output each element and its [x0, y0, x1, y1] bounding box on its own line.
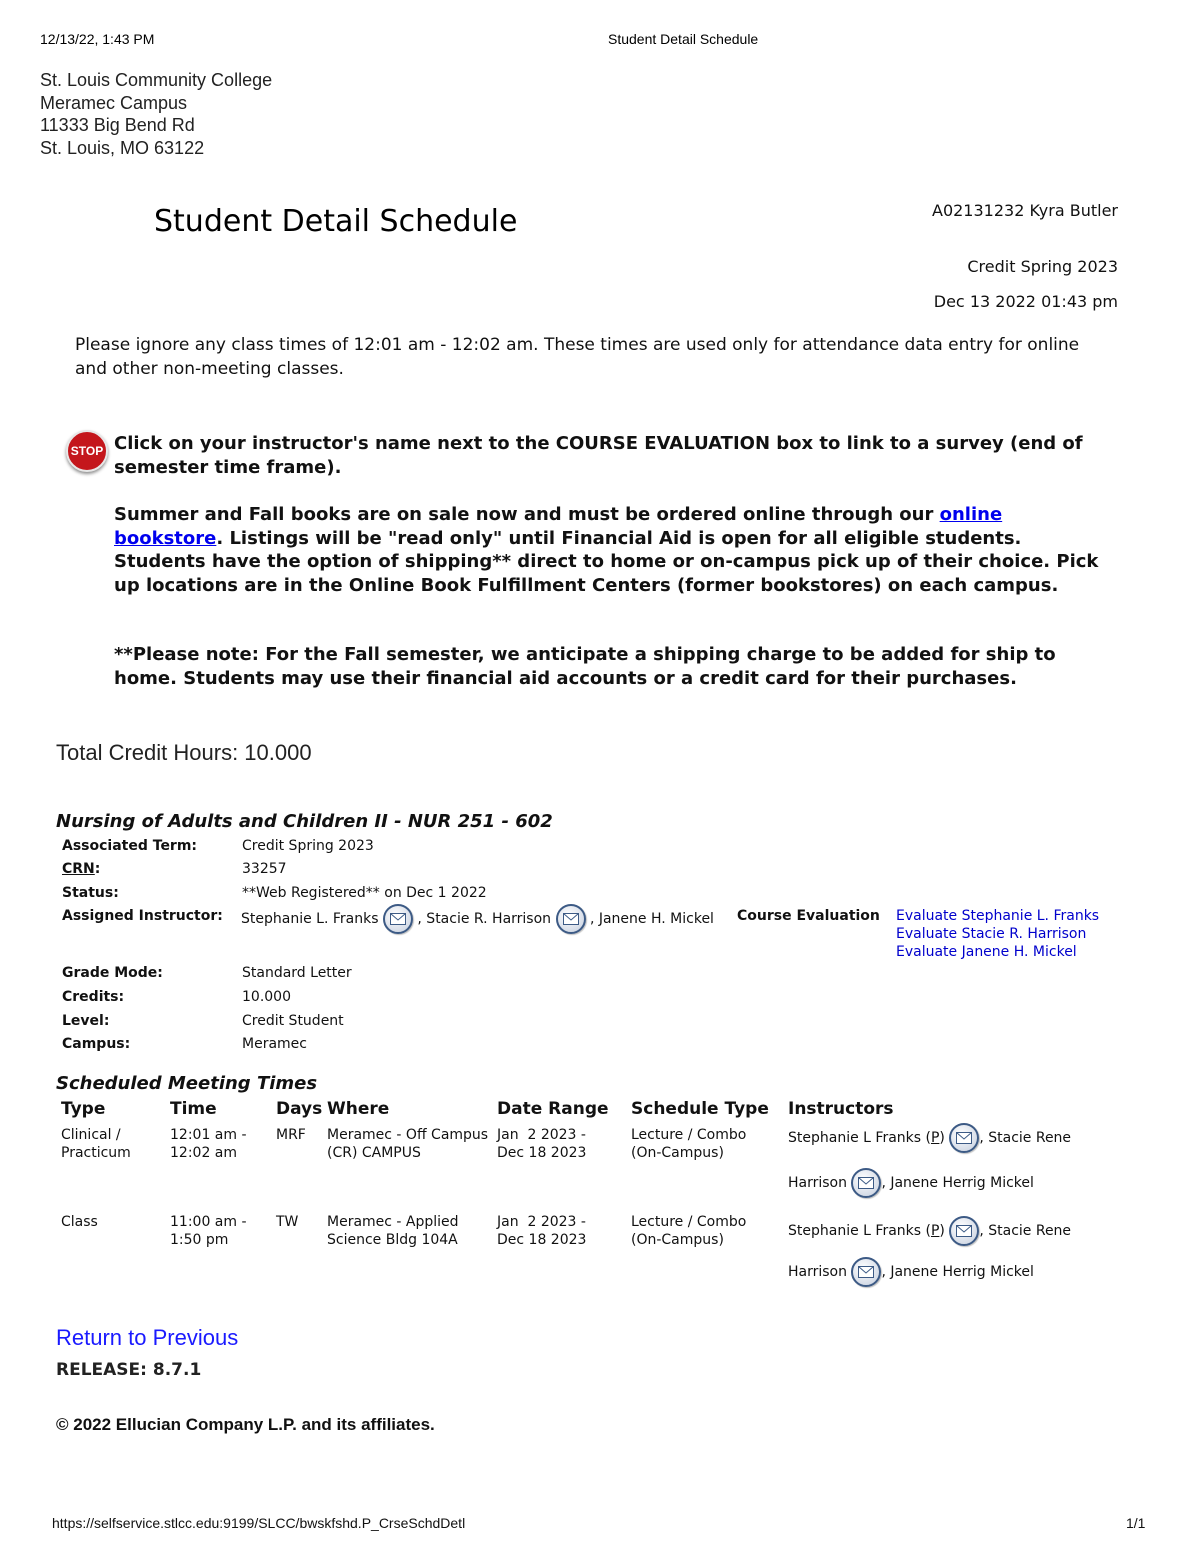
- meeting-instructors-line: Stephanie L Franks (P) , Stacie Rene: [788, 1216, 1071, 1246]
- email-envelope-icon[interactable]: [851, 1168, 881, 1198]
- col-header-type: Type: [61, 1099, 106, 1119]
- col-header-where: Where: [327, 1099, 390, 1119]
- primary-instructor-marker: P: [930, 1130, 940, 1146]
- student-id-name: A02131232 Kyra Butler: [932, 201, 1118, 220]
- crn-value: 33257: [242, 861, 287, 877]
- col-header-days: Days: [276, 1099, 323, 1119]
- level-label: Level:: [62, 1013, 110, 1029]
- meeting-where: Meramec - Off Campus (CR) CAMPUS: [327, 1127, 489, 1161]
- meeting-schedule-type: Lecture / Combo (On-Campus): [631, 1127, 747, 1161]
- address-line: St. Louis, MO 63122: [40, 138, 205, 159]
- email-envelope-icon[interactable]: [949, 1123, 979, 1153]
- meeting-instructors-line: Stephanie L Franks (P) , Stacie Rene: [788, 1123, 1071, 1153]
- col-header-time: Time: [170, 1099, 217, 1119]
- crn-label: CRN:: [62, 861, 101, 877]
- total-credit-hours: Total Credit Hours: 10.000: [56, 740, 312, 765]
- associated-term-value: Credit Spring 2023: [242, 838, 374, 854]
- evaluation-links: [896, 907, 1099, 961]
- copyright-notice: © 2022 Ellucian Company L.P. and its affiliates.: [56, 1415, 435, 1434]
- stop-sign-icon: STOP: [66, 430, 108, 472]
- status-label: Status:: [62, 885, 119, 901]
- meeting-instructors-line: Harrison , Janene Herrig Mickel: [788, 1168, 1034, 1198]
- evaluate-instructor-link[interactable]: Evaluate Stephanie L. Franks: [896, 908, 1100, 924]
- address-line: 11333 Big Bend Rd: [40, 115, 195, 136]
- address-line: St. Louis Community College: [40, 70, 273, 90]
- assigned-instructors: [241, 904, 714, 934]
- meeting-date-range: Jan 2 2023 - Dec 18 2023: [497, 1214, 587, 1248]
- course-title: Nursing of Adults and Children II - NUR 251 - 602: [56, 811, 553, 832]
- shipping-note: **Please note: For the Fall semester, we anticipate a shipping charge to be added for ship to home. Students may use their financial aid accounts or a credit card for their purchases.: [114, 644, 1056, 689]
- course-evaluation-note: Click on your instructor's name next to the COURSE EVALUATION box to link to a survey (end of semester time frame).: [114, 433, 1083, 478]
- instructor-name: , Janene H. Mickel: [589, 911, 714, 927]
- scheduled-meeting-times-heading: Scheduled Meeting Times: [56, 1073, 318, 1094]
- primary-instructor-marker: P: [930, 1223, 940, 1239]
- class-time-notice: Please ignore any class times of 12:01 am - 12:02 am. These times are used only for attendance data entry for online and other non-meeting classes.: [75, 335, 1080, 379]
- term-label: Credit Spring 2023: [967, 257, 1118, 276]
- meeting-time: 11:00 am - 1:50 pm: [170, 1214, 247, 1248]
- credits-value: 10.000: [242, 989, 291, 1005]
- course-evaluation-label: Course Evaluation: [737, 908, 880, 924]
- college-address: [40, 69, 272, 160]
- address-line: Meramec Campus: [40, 92, 188, 113]
- footer-url: https://selfservice.stlcc.edu:9199/SLCC/bwskfshd.P_CrseSchdDetl: [52, 1515, 466, 1531]
- footer-page-number: 1/1: [1126, 1515, 1146, 1531]
- print-datetime: 12/13/22, 1:43 PM: [40, 31, 155, 47]
- meeting-schedule-type: Lecture / Combo (On-Campus): [631, 1214, 747, 1248]
- col-header-schedule-type: Schedule Type: [631, 1099, 769, 1119]
- online-bookstore-link[interactable]: online bookstore: [114, 504, 1003, 549]
- email-envelope-icon[interactable]: [949, 1216, 979, 1246]
- instructor-name: , Stacie R. Harrison: [417, 911, 552, 927]
- page-title: Student Detail Schedule: [154, 204, 518, 239]
- email-envelope-icon[interactable]: [851, 1257, 881, 1287]
- grade-mode-label: Grade Mode:: [62, 965, 163, 981]
- assigned-instructor-label: Assigned Instructor:: [62, 908, 223, 924]
- meeting-where: Meramec - Applied Science Bldg 104A: [327, 1214, 459, 1248]
- generated-timestamp: Dec 13 2022 01:43 pm: [933, 292, 1118, 311]
- status-value: **Web Registered** on Dec 1 2022: [242, 885, 487, 901]
- release-version: RELEASE: 8.7.1: [56, 1360, 202, 1380]
- col-header-date-range: Date Range: [497, 1099, 609, 1119]
- print-page-title: Student Detail Schedule: [608, 31, 759, 47]
- instructor-name: Stephanie L. Franks: [241, 911, 379, 927]
- email-envelope-icon[interactable]: [383, 904, 413, 934]
- associated-term-label: Associated Term:: [62, 838, 198, 854]
- meeting-time: 12:01 am - 12:02 am: [170, 1127, 247, 1161]
- level-value: Credit Student: [242, 1013, 344, 1029]
- crn-abbr[interactable]: CRN: [62, 861, 95, 877]
- campus-label: Campus:: [62, 1036, 131, 1052]
- meeting-days: MRF: [276, 1127, 306, 1143]
- campus-value: Meramec: [242, 1036, 307, 1052]
- evaluate-instructor-link[interactable]: Evaluate Janene H. Mickel: [896, 944, 1077, 960]
- meeting-type: Clinical / Practicum: [61, 1127, 131, 1161]
- meeting-instructors-line: Harrison , Janene Herrig Mickel: [788, 1257, 1034, 1287]
- return-to-previous-link[interactable]: Return to Previous: [56, 1325, 239, 1350]
- email-envelope-icon[interactable]: [556, 904, 586, 934]
- col-header-instructors: Instructors: [788, 1099, 894, 1119]
- grade-mode-value: Standard Letter: [242, 965, 352, 981]
- meeting-type: Class: [61, 1214, 98, 1230]
- bookstore-note: Summer and Fall books are on sale now and must be ordered online through our online bookstore. Listings will be "read only" until Financial Aid is open for all eligible students. Students have the option of shipping** direct to home or on-campus pick up of their choice. Pick up locations are in the Online Book Fulfillment Centers (former bookstores) on each campus.: [114, 504, 1099, 596]
- meeting-date-range: Jan 2 2023 - Dec 18 2023: [497, 1127, 587, 1161]
- meeting-days: TW: [276, 1214, 299, 1230]
- credits-label: Credits:: [62, 989, 125, 1005]
- evaluate-instructor-link[interactable]: Evaluate Stacie R. Harrison: [896, 926, 1087, 942]
